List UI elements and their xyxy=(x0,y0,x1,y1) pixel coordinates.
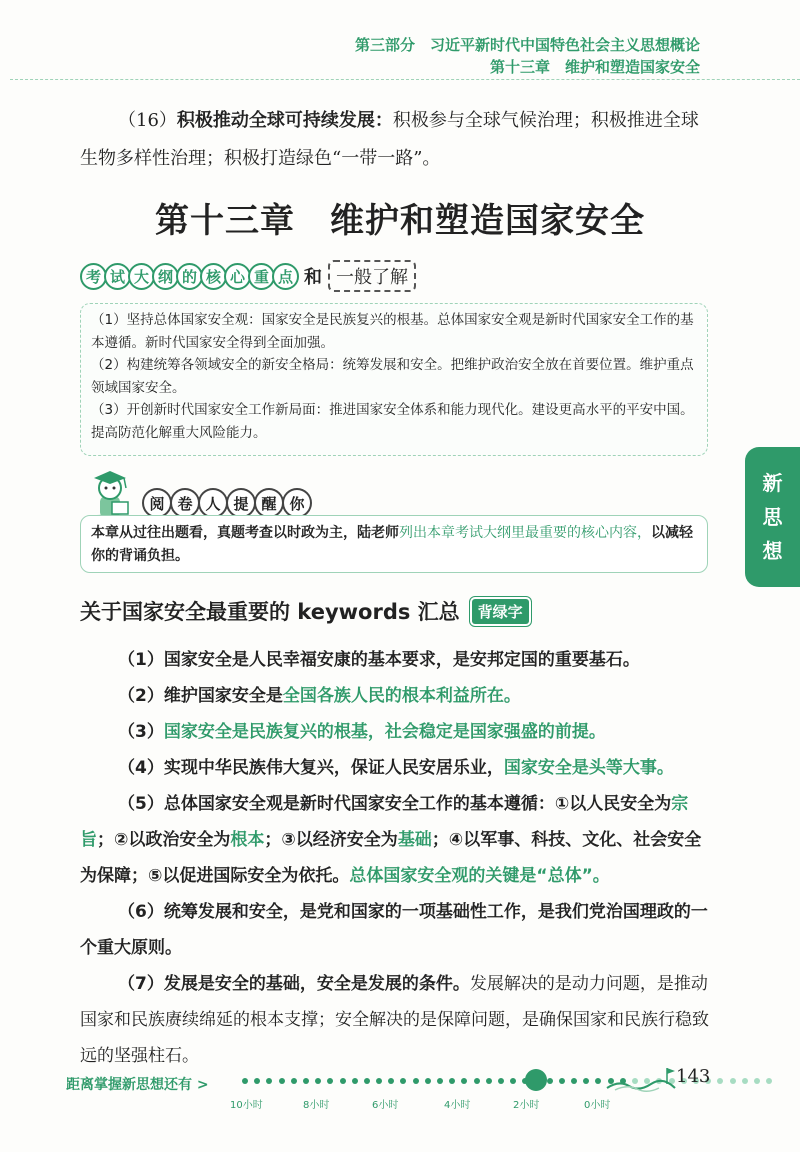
progress-dot xyxy=(364,1078,370,1084)
hour-label-4: 4小时 xyxy=(444,1100,471,1111)
progress-dot xyxy=(583,1078,589,1084)
side-tab-xinsixiang xyxy=(745,447,800,587)
side-tab-char: 思 xyxy=(762,505,783,529)
reminder-title-char: 人 xyxy=(198,488,228,518)
keyword-item-2: （2）维护国家安全是全国各族人民的根本利益所在。 xyxy=(118,686,521,706)
progress-dot xyxy=(461,1078,467,1084)
running-header-chapter: 第十三章 维护和塑造国家安全 xyxy=(489,58,700,76)
progress-dot xyxy=(486,1078,492,1084)
progress-dot xyxy=(559,1078,565,1084)
reminder-title xyxy=(142,488,310,518)
outline-title-char: 考 xyxy=(80,263,107,290)
hour-label-10: 10小时 xyxy=(230,1100,263,1111)
reminder-title-char: 卷 xyxy=(170,488,200,518)
progress-dot xyxy=(303,1078,309,1084)
hour-label-2: 2小时 xyxy=(513,1100,540,1111)
progress-dot xyxy=(279,1078,285,1084)
progress-dot xyxy=(766,1078,772,1084)
running-header-part: 第三部分 习近平新时代中国特色社会主义思想概论 xyxy=(354,36,700,54)
keywords-title: 关于国家安全最重要的 keywords 汇总 xyxy=(80,600,460,624)
progress-dot xyxy=(730,1078,736,1084)
progress-dot xyxy=(510,1078,516,1084)
progress-dot xyxy=(595,1078,601,1084)
progress-dot xyxy=(242,1078,248,1084)
progress-dot xyxy=(413,1078,419,1084)
progress-dot xyxy=(717,1078,723,1084)
reminder-title-char: 阅 xyxy=(142,488,172,518)
progress-dot xyxy=(291,1078,297,1084)
outline-circled-title xyxy=(80,263,296,290)
progress-dot xyxy=(266,1078,272,1084)
header-divider xyxy=(10,79,800,80)
outline-item-3: （3）开创新时代国家安全工作新局面：推进国家安全体系和能力现代化。建设更高水平的平安中国。提高防范化解重大风险能力。 xyxy=(91,402,694,441)
progress-dot xyxy=(388,1078,394,1084)
outline-general-label: 一般了解 xyxy=(328,260,416,292)
progress-dot xyxy=(376,1078,382,1084)
side-tab-char: 想 xyxy=(762,539,783,563)
outline-title-char: 大 xyxy=(128,263,155,290)
side-tab-char: 新 xyxy=(762,471,783,495)
outline-title-char: 重 xyxy=(248,263,275,290)
prev-item-16: （16）积极推动全球可持续发展：积极参与全球气候治理；积极推进全球生物多样性治理；积极打造绿色“一带一路”。 xyxy=(80,110,699,169)
progress-dot xyxy=(449,1078,455,1084)
keyword-item-1: （1）国家安全是人民幸福安康的基本要求，是安邦定国的重要基石。 xyxy=(118,650,640,670)
progress-dot xyxy=(327,1078,333,1084)
keyword-item-5: （5）总体国家安全观是新时代国家安全工作的基本遵循：①以人民安全为宗旨；②以政治安全为根本；③以经济安全为基础；④以军事、科技、文化、社会安全为保障；⑤以促进国际安全为依托。总体国家安全观的关键是“总体”。 xyxy=(80,794,702,886)
outline-heading xyxy=(80,260,416,292)
keyword-item-6: （6）统筹发展和安全，是党和国家的一项基础性工作，是我们党治国理政的一个重大原则。 xyxy=(80,902,708,958)
progress-dot xyxy=(754,1078,760,1084)
outline-title-char: 的 xyxy=(176,263,203,290)
outline-title-char: 纲 xyxy=(152,263,179,290)
reminder-title-char: 醒 xyxy=(254,488,284,518)
outline-title-char: 核 xyxy=(200,263,227,290)
progress-dot xyxy=(425,1078,431,1084)
hour-label-6: 6小时 xyxy=(372,1100,399,1111)
progress-dot xyxy=(498,1078,504,1084)
progress-dot xyxy=(437,1078,443,1084)
reminder-title-char: 你 xyxy=(282,488,312,518)
page-number: 143 xyxy=(676,1066,711,1087)
chapter-title: 第十三章 维护和塑造国家安全 xyxy=(155,201,645,241)
outline-title-char: 点 xyxy=(272,263,299,290)
hour-label-8: 8小时 xyxy=(303,1100,330,1111)
progress-dot xyxy=(474,1078,480,1084)
keyword-list xyxy=(80,642,715,1074)
progress-dot xyxy=(742,1078,748,1084)
green-text-badge: 背绿字 xyxy=(472,599,529,624)
progress-dot xyxy=(254,1078,260,1084)
keyword-item-4: （4）实现中华民族伟大复兴，保证人民安居乐业，国家安全是头等大事。 xyxy=(118,758,674,778)
outline-item-1: （1）坚持总体国家安全观：国家安全是民族复兴的根基。总体国家安全观是新时代国家安全工作的基本遵循。新时代国家安全得到全面加强。 xyxy=(91,312,694,351)
wave-flag-icon xyxy=(605,1064,677,1094)
outline-title-char: 试 xyxy=(104,263,131,290)
footer-progress-label: 距离掌握新思想还有 > xyxy=(66,1077,209,1093)
keyword-item-7: （7）发展是安全的基础，安全是发展的条件。发展解决的是动力问题，是推动国家和民族赓续绵延的根本支撑；安全解决的是保障问题，是确保国家和民族行稳致远的坚强柱石。 xyxy=(80,974,709,1066)
progress-dot xyxy=(352,1078,358,1084)
progress-dot xyxy=(547,1078,553,1084)
outline-box xyxy=(80,303,708,456)
reminder-box: 本章从过往出题看，真题考查以时政为主，陆老师列出本章考试大纲里最重要的核心内容，以减轻你的背诵负担。 xyxy=(80,515,708,573)
outline-item-2: （2）构建统筹各领域安全的新安全格局：统筹发展和安全。把维护政治安全放在首要位置。维护重点领域国家安全。 xyxy=(91,357,694,396)
reminder-title-char: 提 xyxy=(226,488,256,518)
progress-marker-icon xyxy=(525,1069,547,1091)
keyword-item-3: （3）国家安全是民族复兴的根基，社会稳定是国家强盛的前提。 xyxy=(118,722,606,742)
outline-conj: 和 xyxy=(304,267,322,288)
progress-dot xyxy=(315,1078,321,1084)
progress-dot xyxy=(571,1078,577,1084)
keywords-heading xyxy=(80,596,529,626)
progress-dot xyxy=(340,1078,346,1084)
hour-label-0: 0小时 xyxy=(584,1100,611,1111)
progress-dot xyxy=(400,1078,406,1084)
outline-title-char: 心 xyxy=(224,263,251,290)
